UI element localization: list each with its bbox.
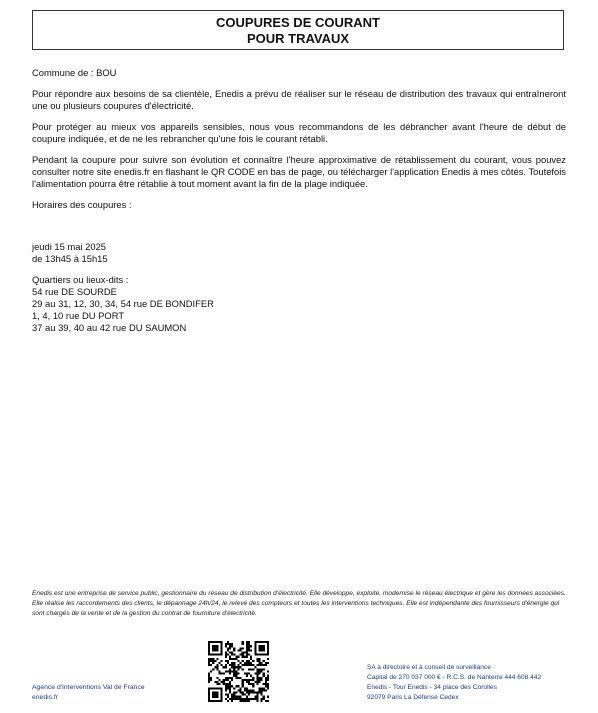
agency-name: Agence d'Interventions Val de France	[32, 684, 145, 691]
company-address: Enedis - Tour Enedis - 34 place des Corolles	[367, 684, 497, 691]
company-postal: 92079 Paris La Défense Cedex	[367, 694, 459, 701]
notice-title-box	[32, 10, 564, 50]
horaires-label: Horaires des coupures :	[32, 199, 132, 210]
paragraph-intro: Pour répondre aux besoins de sa clientèle, Enedis a prévu de réaliser sur le réseau de distribution des travaux qui entraîneront une ou plusieurs coupures d'électricité.	[32, 88, 566, 111]
company-legal-form: SA à directoire et à conseil de surveillance	[367, 664, 491, 671]
paragraph-recommendation: Pour protéger au mieux vos appareils sensibles, nous vous recommandons de les débrancher avant l'heure de début de coupure indiquée, et de ne les rebrancher qu'une fois le courant rétabli.	[32, 121, 566, 144]
company-capital: Capital de 270 037 000 € - R.C.S. de Nanterre 444 608 442	[367, 674, 542, 681]
street-item: 54 rue DE SOURDE	[32, 286, 117, 297]
notice-title-line1: COUPURES DE COURANT	[216, 15, 380, 30]
agency-info	[32, 683, 145, 703]
notice-body	[32, 67, 566, 334]
street-item: 1, 4, 10 rue DU PORT	[32, 310, 125, 321]
legal-notice: Enedis est une entreprise de service public, gestionnaire du réseau de distribution d'électricité. Elle développe, exploite, modernise le réseau électrique et gère les données associées. Elle réalise les raccordements des clients, le dépannage 24h/24, le relevé des compteurs et toutes les interventions techniques. Elle est indépendante des fournisseurs d'énergie qui sont chargés de la vente et de la gestion du contrat de fourniture d'électricité.	[32, 590, 566, 617]
paragraph-follow-up: Pendant la coupure pour suivre son évolution et connaître l'heure approximative de rétablissement du courant, vous pouvez consulter notre site enedis.fr en flashant le QR CODE en bas de page, ou télécharger l'application Enedis à mes côtés. Toutefois l'alimentation pourra être rétablie à tout moment avant la fin de la plage indiquée.	[32, 154, 566, 189]
commune-label: Commune de : BOU	[32, 67, 117, 78]
company-info	[367, 663, 541, 703]
street-item: 29 au 31, 12, 30, 34, 54 rue DE BONDIFER	[32, 298, 214, 309]
outage-date: jeudi 15 mai 2025	[32, 241, 107, 252]
qr-code-icon[interactable]	[208, 641, 269, 702]
quartiers-label: Quartiers ou lieux-dits :	[32, 274, 129, 285]
notice-title-line2: POUR TRAVAUX	[246, 31, 350, 46]
agency-website-link[interactable]: enedis.fr	[32, 694, 59, 701]
street-item: 37 au 39, 40 au 42 rue DU SAUMON	[32, 322, 187, 333]
outage-time: de 13h45 à 15h15	[32, 253, 108, 264]
